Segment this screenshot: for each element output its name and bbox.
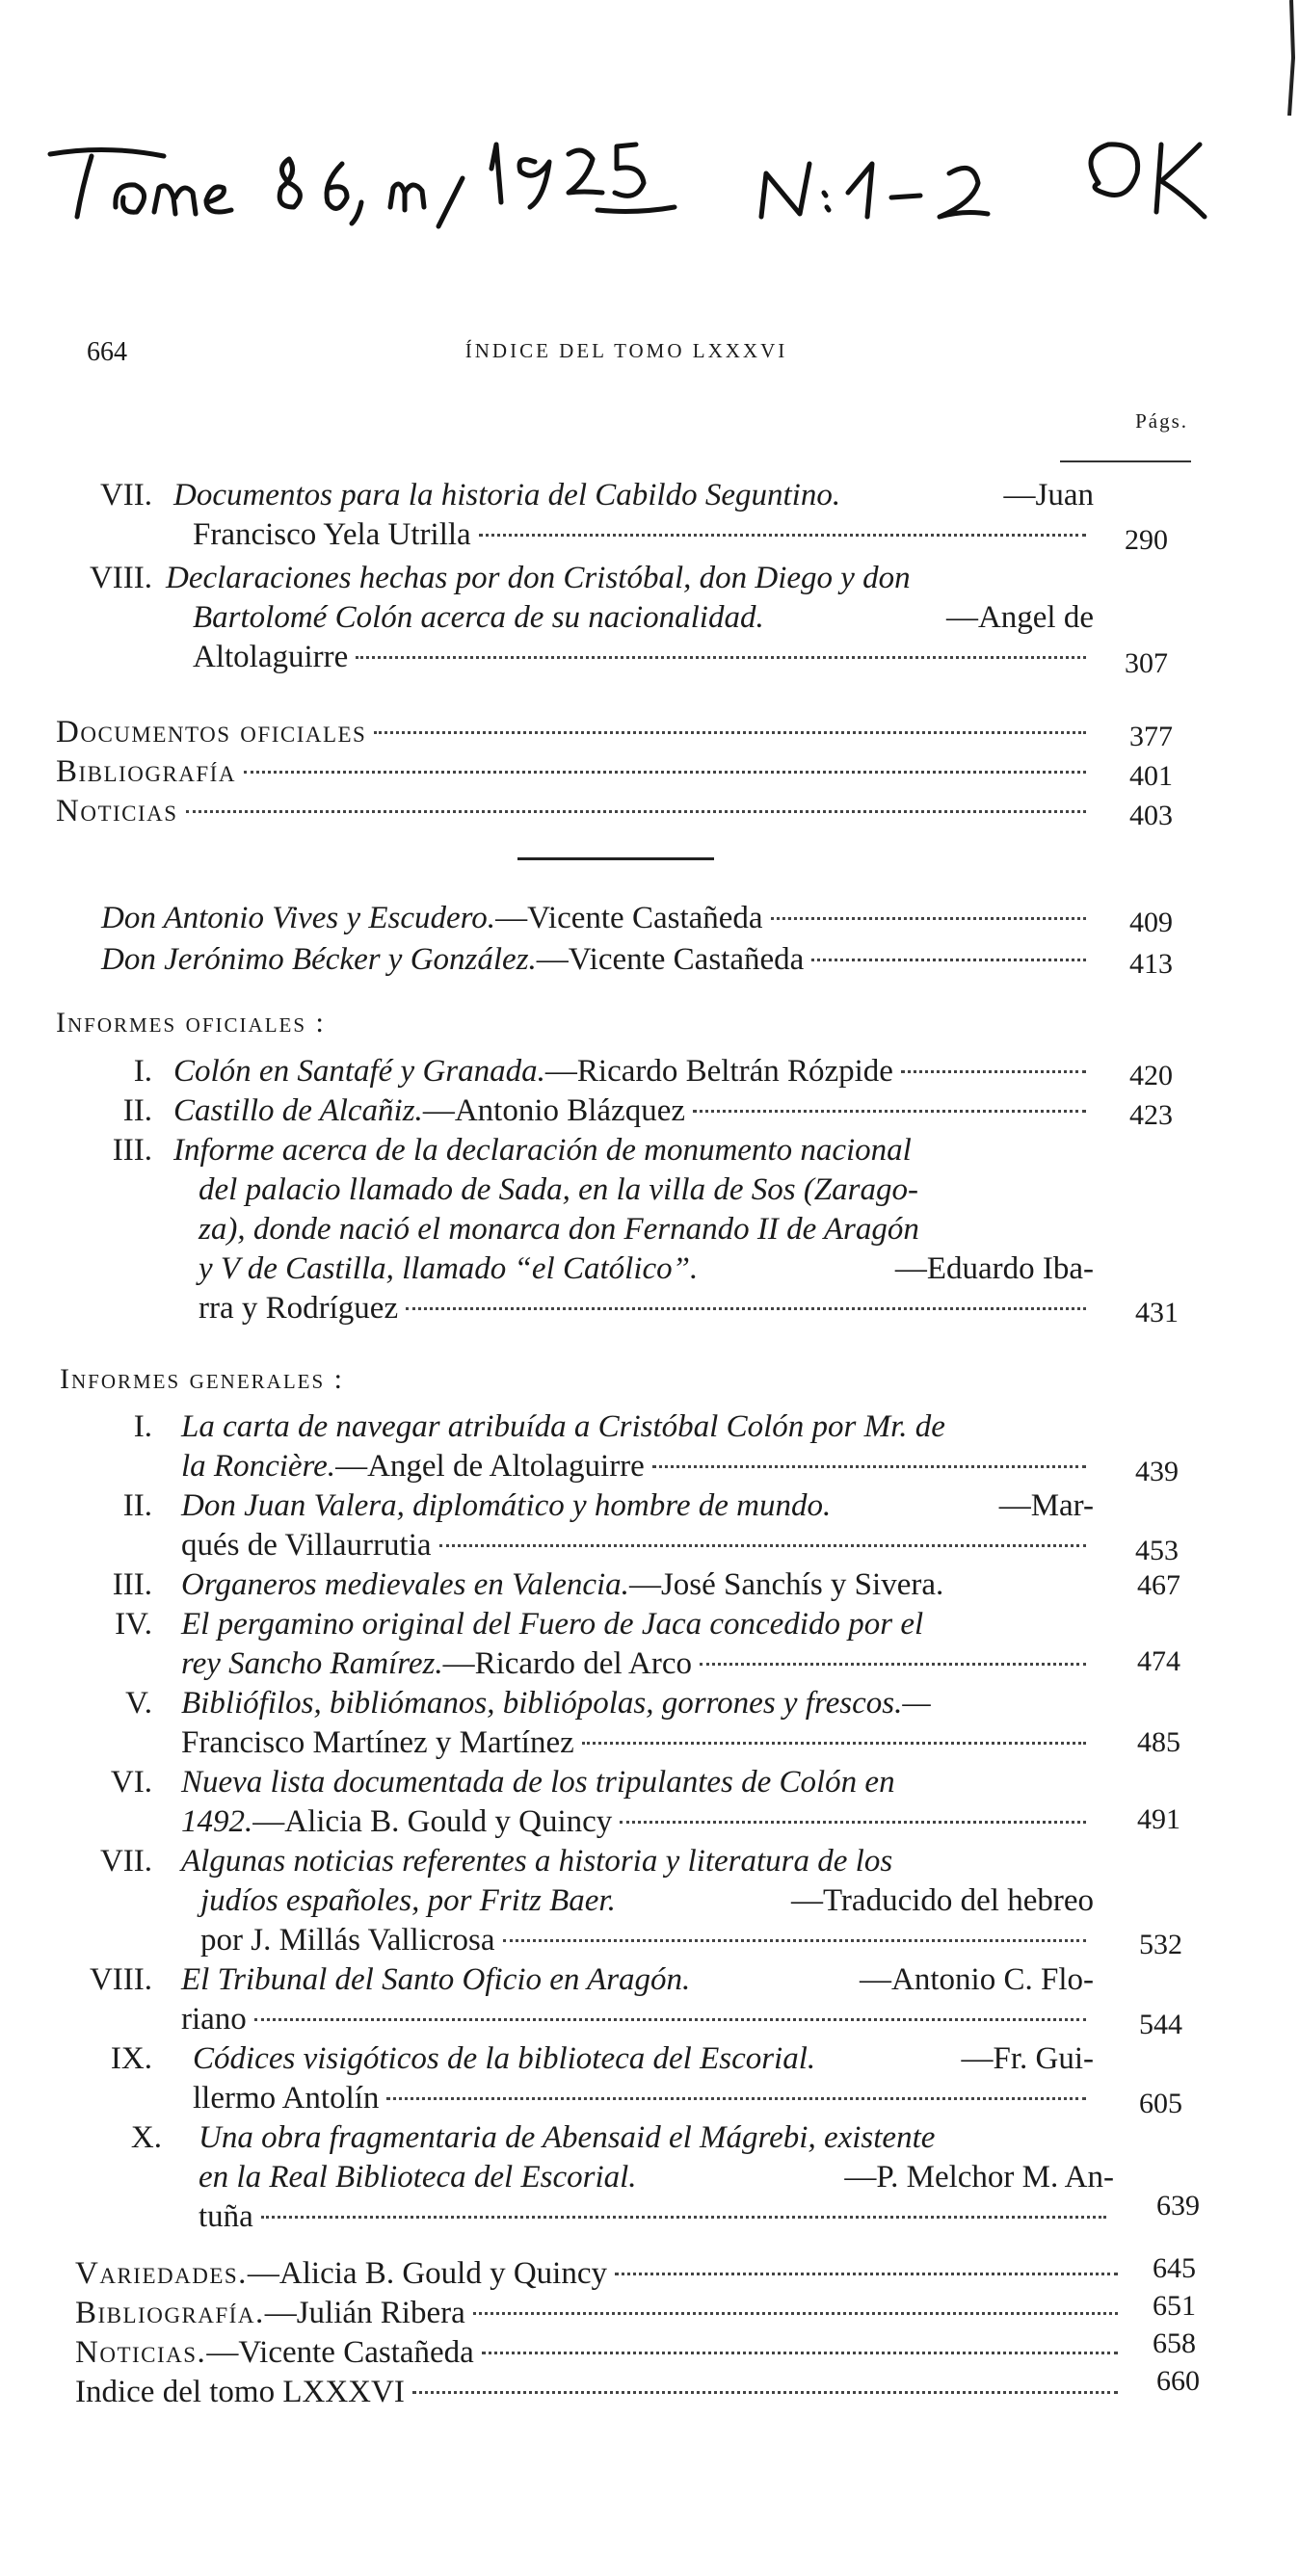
page-ref: 491 xyxy=(1137,1803,1180,1835)
section-heading: Informes generales : xyxy=(60,1363,345,1395)
section-heading: Informes oficiales : xyxy=(56,1007,326,1038)
page-ref: 403 xyxy=(1129,800,1173,831)
page-ref: 485 xyxy=(1137,1726,1180,1758)
section-divider xyxy=(517,857,714,860)
page-ref: 420 xyxy=(1129,1060,1173,1091)
page-ref: 660 xyxy=(1156,2365,1200,2397)
handwritten-annotation xyxy=(0,0,1299,241)
page-ref: 453 xyxy=(1135,1535,1179,1566)
page-ref: 401 xyxy=(1129,760,1173,792)
page-ref: 532 xyxy=(1139,1929,1182,1960)
document-page: 664 ÍNDICE DEL TOMO LXXXVI Págs. VII. Documentos para la historia del Cabildo Seguntino. —Juan Francisco Yela Utrilla 290 VIII. Declaraciones hechas por don Cristóbal, don Diego y don Bartolomé Colón acerca de su nacionalidad. —Angel de Altolaguirre 307 Documentos oficiales 377 Bibliografía 401 Noticias 403 Don Antonio Vives y Escudero. —Vicente Castañeda 409 Don Jerónimo Bécker y González. —Vicente Castañeda 413 Informes oficiales : I. Colón en Santafé y Granada. —Ricardo Beltrán Rózpide 420 II. Castillo de Alcañiz. —Antonio Blázquez 423 III. Informe acerca de la declaración de monumento nacional del palacio llamado de Sada, en la villa de Sos (Zarago- za), donde nació el monarca don Fernando II de Aragón y V de Castilla, llamado “el Católico”. —Eduardo Iba- rra y Rodríguez 431 Informes generales : I. La carta de navegar atribuída a Cristóbal Colón por Mr. de la Roncière. —Angel de Altolaguirre 439 II. Don Juan Valera, diplomático y hombre de mundo. —Mar- qués de Villaurrutia 453 III. Organeros medievales en Valencia. —José Sanchís y Sivera. 467 IV. El pergamino original del Fuero de Jaca concedido por el rey Sancho Ramírez. —Ricardo del Arco 474 V. Bibliófilos, bibliómanos, bibliópolas, gorrones y frescos.— Francisco Martínez y Martínez 485 VI. Nueva lista documentada de los tripulantes de Colón en 1492. —Alicia B. Gould y Quincy 491 VII. Algunas noticias referentes a historia y literatura de los judíos españoles, por Fritz Baer. —Traducido del hebreo por J. Millás Vallicrosa 532 VIII. El Tribunal del Santo Oficio en Aragón. —Antonio C. Flo- riano 544 IX. Códices visigóticos de la biblioteca del Escorial. —Fr. Gui- llermo Antolín 605 X. Una obra fragmentaria de Abensaid el Mágrebi, existente en la Real Biblioteca del Escorial. —P. Melchor M. An- tuña 639 Variedades. —Alicia B. Gould y Quincy 645 Bibliografía. —Julián Ribera 651 Noticias. —Vicente Castañeda 658 Indice del tomo LXXXVI 660 xyxy=(0,0,1299,2576)
page-ref: 439 xyxy=(1135,1456,1179,1487)
page-ref: 658 xyxy=(1153,2327,1196,2359)
pages-rule xyxy=(1060,460,1191,462)
page-number: 664 xyxy=(87,337,127,367)
page-ref: 409 xyxy=(1129,907,1173,938)
running-header xyxy=(58,337,1195,376)
scan-edge-mark xyxy=(1270,0,1299,116)
running-title: ÍNDICE DEL TOMO LXXXVI xyxy=(464,339,788,362)
page-ref: 651 xyxy=(1153,2290,1196,2322)
page-ref: 423 xyxy=(1129,1099,1173,1131)
pages-column-label: Págs. xyxy=(1135,409,1188,433)
page-ref: 431 xyxy=(1135,1297,1179,1328)
page-ref: 544 xyxy=(1139,2009,1182,2040)
page-ref: 605 xyxy=(1139,2088,1182,2119)
page-ref: 290 xyxy=(1125,524,1168,556)
page-ref: 467 xyxy=(1137,1569,1180,1601)
page-ref: 639 xyxy=(1156,2190,1200,2221)
page-ref: 474 xyxy=(1137,1645,1180,1677)
page-ref: 645 xyxy=(1153,2252,1196,2284)
page-ref: 413 xyxy=(1129,948,1173,980)
page-ref: 377 xyxy=(1129,721,1173,752)
page-ref: 307 xyxy=(1125,647,1168,679)
